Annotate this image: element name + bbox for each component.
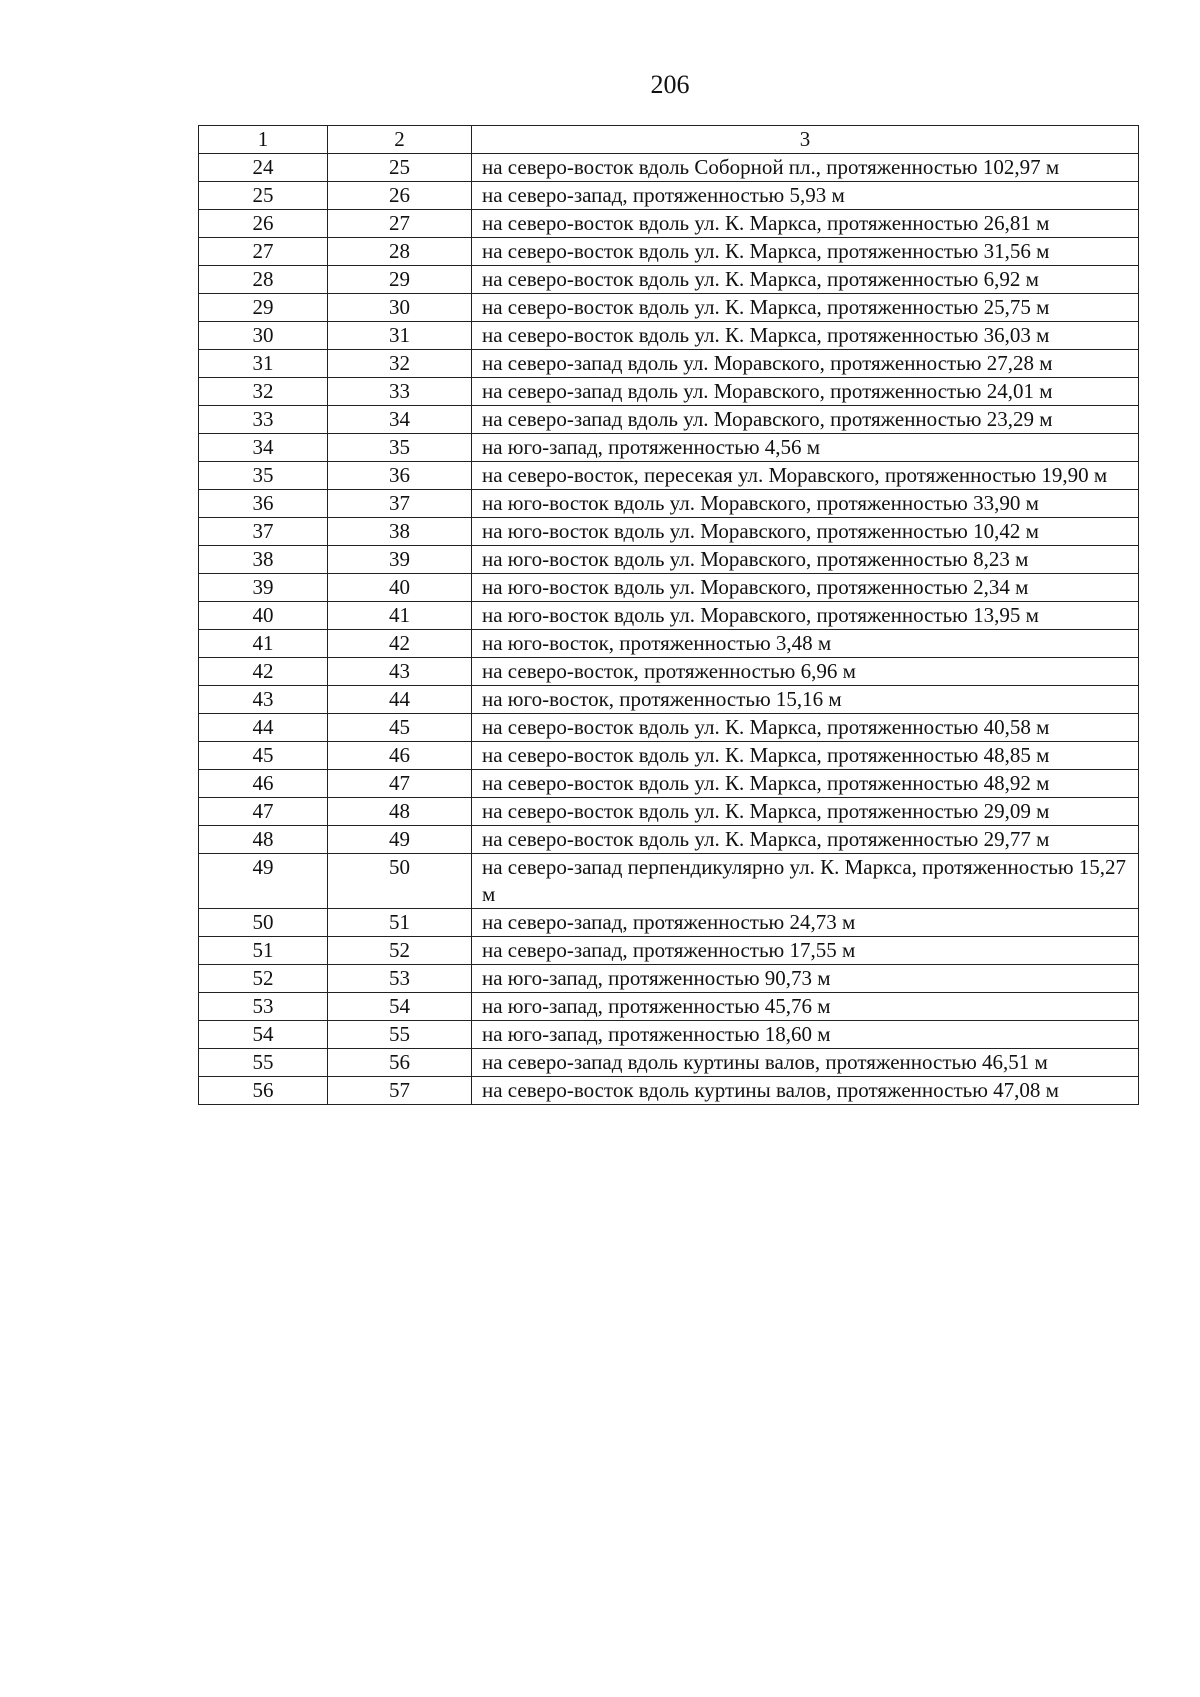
point-from: 26 bbox=[199, 210, 328, 238]
point-to: 40 bbox=[328, 574, 472, 602]
point-from: 56 bbox=[199, 1077, 328, 1105]
table-row bbox=[199, 770, 1139, 798]
point-to: 30 bbox=[328, 294, 472, 322]
point-from: 47 bbox=[199, 798, 328, 826]
point-from: 35 bbox=[199, 462, 328, 490]
table-row bbox=[199, 210, 1139, 238]
segment-description: на северо-восток вдоль куртины валов, протяженностью 47,08 м bbox=[472, 1077, 1139, 1105]
table-row bbox=[199, 742, 1139, 770]
segment-description: на юго-восток вдоль ул. Моравского, протяженностью 2,34 м bbox=[472, 574, 1139, 602]
table-row bbox=[199, 406, 1139, 434]
point-from: 36 bbox=[199, 490, 328, 518]
table-row bbox=[199, 294, 1139, 322]
segment-description: на юго-запад, протяженностью 4,56 м bbox=[472, 434, 1139, 462]
table-row bbox=[199, 434, 1139, 462]
table-row bbox=[199, 546, 1139, 574]
segment-description: на юго-запад, протяженностью 90,73 м bbox=[472, 965, 1139, 993]
point-to: 43 bbox=[328, 658, 472, 686]
point-from: 45 bbox=[199, 742, 328, 770]
column-header: 3 bbox=[472, 126, 1139, 154]
table-row bbox=[199, 154, 1139, 182]
point-from: 37 bbox=[199, 518, 328, 546]
point-to: 54 bbox=[328, 993, 472, 1021]
point-from: 44 bbox=[199, 714, 328, 742]
segment-description: на северо-восток, протяженностью 6,96 м bbox=[472, 658, 1139, 686]
point-from: 52 bbox=[199, 965, 328, 993]
table-row bbox=[199, 686, 1139, 714]
table-row bbox=[199, 238, 1139, 266]
segment-description: на северо-запад вдоль куртины валов, протяженностью 46,51 м bbox=[472, 1049, 1139, 1077]
point-to: 42 bbox=[328, 630, 472, 658]
point-from: 53 bbox=[199, 993, 328, 1021]
point-from: 40 bbox=[199, 602, 328, 630]
point-from: 27 bbox=[199, 238, 328, 266]
segment-description: на северо-восток вдоль Соборной пл., протяженностью 102,97 м bbox=[472, 154, 1139, 182]
point-from: 33 bbox=[199, 406, 328, 434]
segment-description: на северо-запад вдоль ул. Моравского, протяженностью 24,01 м bbox=[472, 378, 1139, 406]
point-from: 38 bbox=[199, 546, 328, 574]
table-header-row bbox=[199, 126, 1139, 154]
point-from: 28 bbox=[199, 266, 328, 294]
point-from: 34 bbox=[199, 434, 328, 462]
segment-description: на северо-восток, пересекая ул. Моравского, протяженностью 19,90 м bbox=[472, 462, 1139, 490]
segment-description: на юго-восток, протяженностью 3,48 м bbox=[472, 630, 1139, 658]
point-from: 39 bbox=[199, 574, 328, 602]
table-row bbox=[199, 1021, 1139, 1049]
point-to: 50 bbox=[328, 854, 472, 909]
point-to: 56 bbox=[328, 1049, 472, 1077]
table-row bbox=[199, 658, 1139, 686]
segment-description: на юго-восток вдоль ул. Моравского, протяженностью 13,95 м bbox=[472, 602, 1139, 630]
point-to: 38 bbox=[328, 518, 472, 546]
point-to: 31 bbox=[328, 322, 472, 350]
table-row bbox=[199, 602, 1139, 630]
point-to: 48 bbox=[328, 798, 472, 826]
point-from: 41 bbox=[199, 630, 328, 658]
table-row bbox=[199, 965, 1139, 993]
point-from: 43 bbox=[199, 686, 328, 714]
point-from: 29 bbox=[199, 294, 328, 322]
point-from: 24 bbox=[199, 154, 328, 182]
segment-description: на юго-восток, протяженностью 15,16 м bbox=[472, 686, 1139, 714]
table-row bbox=[199, 854, 1139, 909]
table-row bbox=[199, 1077, 1139, 1105]
table-row bbox=[199, 518, 1139, 546]
point-from: 50 bbox=[199, 909, 328, 937]
page-number: 206 bbox=[650, 70, 690, 99]
segment-description: на северо-восток вдоль ул. К. Маркса, протяженностью 29,77 м bbox=[472, 826, 1139, 854]
segment-description: на северо-восток вдоль ул. К. Маркса, протяженностью 48,92 м bbox=[472, 770, 1139, 798]
table-row bbox=[199, 909, 1139, 937]
point-to: 27 bbox=[328, 210, 472, 238]
point-to: 55 bbox=[328, 1021, 472, 1049]
point-from: 51 bbox=[199, 937, 328, 965]
point-to: 49 bbox=[328, 826, 472, 854]
table-row bbox=[199, 350, 1139, 378]
point-to: 29 bbox=[328, 266, 472, 294]
table-row bbox=[199, 714, 1139, 742]
table-row bbox=[199, 1049, 1139, 1077]
segment-description: на северо-восток вдоль ул. К. Маркса, протяженностью 36,03 м bbox=[472, 322, 1139, 350]
table-row bbox=[199, 826, 1139, 854]
segment-description: на северо-запад, протяженностью 17,55 м bbox=[472, 937, 1139, 965]
segment-description: на юго-запад, протяженностью 45,76 м bbox=[472, 993, 1139, 1021]
segment-description: на северо-запад вдоль ул. Моравского, протяженностью 27,28 м bbox=[472, 350, 1139, 378]
segment-description: на северо-восток вдоль ул. К. Маркса, протяженностью 48,85 м bbox=[472, 742, 1139, 770]
point-from: 25 bbox=[199, 182, 328, 210]
point-from: 48 bbox=[199, 826, 328, 854]
table-row bbox=[199, 574, 1139, 602]
point-from: 31 bbox=[199, 350, 328, 378]
boundary-table bbox=[198, 125, 1139, 1105]
segment-description: на юго-восток вдоль ул. Моравского, протяженностью 33,90 м bbox=[472, 490, 1139, 518]
point-to: 34 bbox=[328, 406, 472, 434]
point-from: 54 bbox=[199, 1021, 328, 1049]
segment-description: на северо-запад перпендикулярно ул. К. Маркса, протяженностью 15,27 м bbox=[472, 854, 1139, 909]
segment-description: на северо-запад, протяженностью 5,93 м bbox=[472, 182, 1139, 210]
segment-description: на северо-восток вдоль ул. К. Маркса, протяженностью 26,81 м bbox=[472, 210, 1139, 238]
segment-description: на северо-запад вдоль ул. Моравского, протяженностью 23,29 м bbox=[472, 406, 1139, 434]
segment-description: на северо-восток вдоль ул. К. Маркса, протяженностью 40,58 м bbox=[472, 714, 1139, 742]
table-row bbox=[199, 266, 1139, 294]
segment-description: на юго-восток вдоль ул. Моравского, протяженностью 10,42 м bbox=[472, 518, 1139, 546]
point-to: 35 bbox=[328, 434, 472, 462]
column-header: 2 bbox=[328, 126, 472, 154]
point-to: 28 bbox=[328, 238, 472, 266]
table-row bbox=[199, 993, 1139, 1021]
point-to: 32 bbox=[328, 350, 472, 378]
point-to: 33 bbox=[328, 378, 472, 406]
point-to: 46 bbox=[328, 742, 472, 770]
table-row bbox=[199, 798, 1139, 826]
segment-description: на северо-восток вдоль ул. К. Маркса, протяженностью 25,75 м bbox=[472, 294, 1139, 322]
segment-description: на северо-восток вдоль ул. К. Маркса, протяженностью 29,09 м bbox=[472, 798, 1139, 826]
point-to: 45 bbox=[328, 714, 472, 742]
point-to: 37 bbox=[328, 490, 472, 518]
table-row bbox=[199, 378, 1139, 406]
column-header: 1 bbox=[199, 126, 328, 154]
table-row bbox=[199, 490, 1139, 518]
point-to: 26 bbox=[328, 182, 472, 210]
point-to: 25 bbox=[328, 154, 472, 182]
table-row bbox=[199, 937, 1139, 965]
segment-description: на юго-восток вдоль ул. Моравского, протяженностью 8,23 м bbox=[472, 546, 1139, 574]
point-to: 47 bbox=[328, 770, 472, 798]
point-from: 32 bbox=[199, 378, 328, 406]
point-to: 44 bbox=[328, 686, 472, 714]
table-row bbox=[199, 462, 1139, 490]
table-row bbox=[199, 182, 1139, 210]
point-from: 49 bbox=[199, 854, 328, 909]
point-to: 36 bbox=[328, 462, 472, 490]
point-to: 52 bbox=[328, 937, 472, 965]
point-to: 39 bbox=[328, 546, 472, 574]
point-to: 53 bbox=[328, 965, 472, 993]
point-to: 57 bbox=[328, 1077, 472, 1105]
point-from: 42 bbox=[199, 658, 328, 686]
segment-description: на северо-восток вдоль ул. К. Маркса, протяженностью 6,92 м bbox=[472, 266, 1139, 294]
point-from: 55 bbox=[199, 1049, 328, 1077]
segment-description: на северо-восток вдоль ул. К. Маркса, протяженностью 31,56 м bbox=[472, 238, 1139, 266]
point-to: 41 bbox=[328, 602, 472, 630]
point-to: 51 bbox=[328, 909, 472, 937]
table-row bbox=[199, 630, 1139, 658]
segment-description: на юго-запад, протяженностью 18,60 м bbox=[472, 1021, 1139, 1049]
segment-description: на северо-запад, протяженностью 24,73 м bbox=[472, 909, 1139, 937]
point-from: 46 bbox=[199, 770, 328, 798]
point-from: 30 bbox=[199, 322, 328, 350]
table-row bbox=[199, 322, 1139, 350]
